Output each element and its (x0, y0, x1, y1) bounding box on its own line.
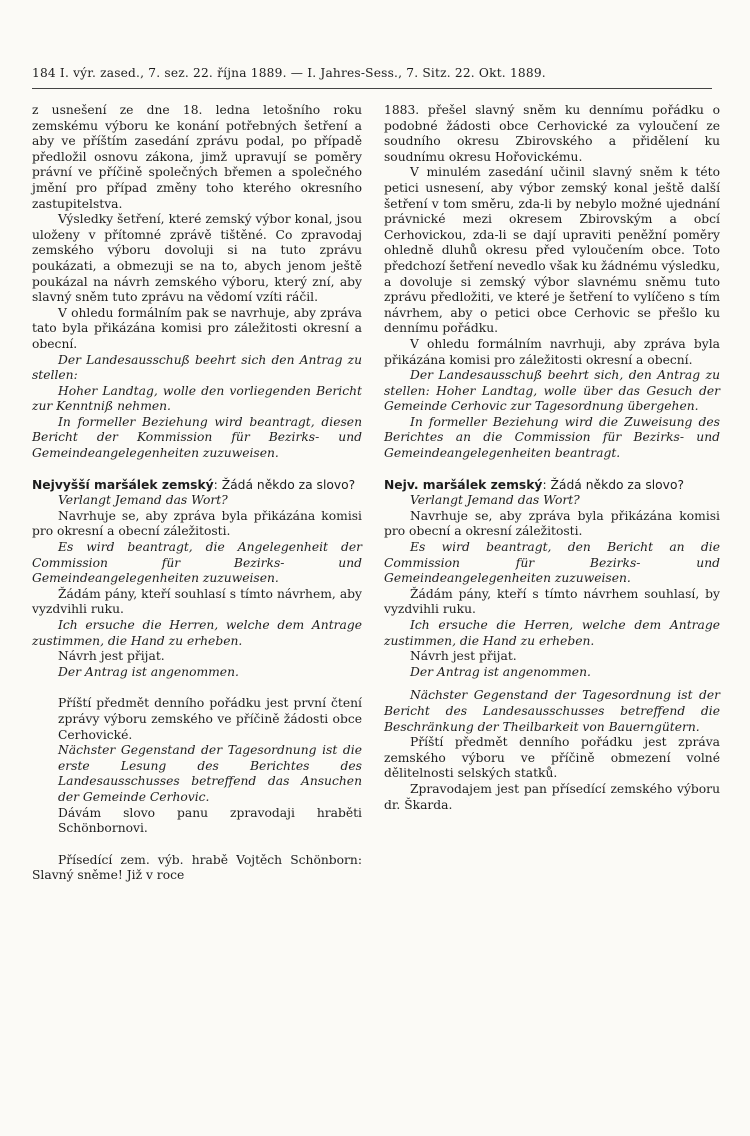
left-paragraph: Nächster Gegenstand der Tagesordnung ist die erste Lesung des Berichtes des Landesausschusses betreffend das Ansuchen der Gemeinde Cerhovic. (58, 743, 362, 804)
left-paragraph: Verlangt Jemand das Wort? (58, 493, 228, 508)
right-paragraph: Der Landesausschuß beehrt sich, den Antrag zu stellen: Hoher Landtag, wolle über das Gesuch der Gemeinde Cerhovic zur Tagesordnung übergehen. (384, 368, 720, 414)
right-paragraph: Nächster Gegenstand der Tagesordnung ist der Bericht des Landesausschusses betreffend die Beschränkung der Theilbarkeit von Bauerngütern. (384, 688, 720, 734)
left-paragraph: Es wird beantragt, die Angelegenheit der Commission für Bezirks- und Gemeindeangelegenheiten zuzuweisen. (32, 540, 362, 586)
right-paragraph: In formeller Beziehung wird die Zuweisung des Berichtes an die Commission für Bezirks- und Gemeindeangelegenheiten beantragt. (384, 414, 720, 461)
right-paragraph: V ohledu formálním navrhuji, aby zpráva byla přikázána komisi pro záležitosti okresní a obecní. (384, 336, 720, 367)
running-header: 184 I. výr. zased., 7. sez. 22. října 1889. — I. Jahres-Sess., 7. Sitz. 22. Okt. 1889. (32, 66, 546, 80)
right-paragraph (384, 478, 720, 494)
speaker-name: Nejvyšší maršálek zemský (32, 477, 214, 492)
left-paragraph: Výsledky šetření, které zemský výbor konal, jsou uloženy v přítomné zprávě tištěné. Co zpravodaj zemského výboru dovoluji si na tuto zprávu poukázati, a obmezuji se na to, abych jenom ještě poukázal na návrh zemského výboru, který zní, aby slavný sněm tuto zprávu na vědomí vzíti ráčil. (32, 212, 362, 305)
right-paragraph: Ich ersuche die Herren, welche dem Antrage zustimmen, die Hand zu erheben. (384, 618, 720, 648)
right-paragraph: Der Antrag ist angenommen. (410, 664, 591, 679)
left-paragraph: V ohledu formálním pak se navrhuje, aby zpráva tato byla přikázána komisi pro záležitosti okresní a obecní. (32, 305, 362, 351)
left-paragraph: z usnešení ze dne 18. ledna letošního roku zemskému výboru ke konání potřebných šetření a aby ve příštím zasedání zprávu podal, po případě předložil osnovu zákona, jimž upravují se poměry právní ve příčině společných břemen a společného jmění pro případ změny toho kterého okresního zastupitelstva. (32, 103, 362, 211)
right-column (384, 103, 720, 813)
left-paragraph: Der Antrag ist angenommen. (58, 664, 239, 679)
right-paragraph: Zpravodajem jest pan přísedící zemského výboru dr. Škarda. (384, 781, 720, 812)
left-paragraph: Navrhuje se, aby zpráva byla přikázána komisi pro okresní a obecní záležitosti. (32, 508, 362, 539)
left-paragraph: Hoher Landtag, wolle den vorliegenden Bericht zur Kenntniß nehmen. (32, 383, 362, 414)
right-paragraph: Navrhuje se, aby zpráva byla přikázána komisi pro obecní a okresní záležitosti. (384, 508, 720, 539)
left-paragraph: Žádám pány, kteří souhlasí s tímto návrhem, aby vyzdvihli ruku. (32, 586, 362, 617)
right-paragraph: 1883. přešel slavný sněm ku dennímu pořádku o podobné žádosti obce Cerhovické za vyloučení ze soudního okresu Zbirovského a přidělení ku soudnímu okresu Hořovickému. (384, 103, 720, 164)
left-paragraph: Der Landesausschuß beehrt sich den Antrag zu stellen: (32, 352, 362, 383)
left-paragraph: Přísedící zem. výb. hrabě Vojtěch Schönborn: Slavný sněme! Již v roce (32, 852, 362, 883)
header-rule (32, 88, 712, 89)
left-paragraph: Dávám slovo panu zpravodaji hraběti Schönbornovi. (58, 805, 362, 836)
left-paragraph: Příští předmět denního pořádku jest první čtení zprávy výboru zemského ve příčině žádosti obce Cerhovické. (58, 696, 362, 742)
left-paragraph: Ich ersuche die Herren, welche dem Antrage zustimmen, die Hand zu erheben. (32, 618, 362, 648)
speaker-name: Nejv. maršálek zemský (384, 477, 543, 492)
left-column (32, 103, 362, 884)
right-paragraph: Es wird beantragt, den Bericht an die Commission für Bezirks- und Gemeindeangelegenheiten zuzuweisen. (384, 540, 720, 586)
right-paragraph: Žádám pány, kteří s tímto návrhem souhlasí, by vyzdvihli ruku. (384, 586, 720, 617)
speaker-text: : Žádá někdo za slovo? (542, 477, 685, 492)
right-paragraph: V minulém zasedání učinil slavný sněm k této petici usnesení, aby výbor zemský konal ještě další šetření v tom směru, zda-li by nebylo možné ujednání právnické mezi okresem Zbirovským a obcí Cerhovickou, zda-li se dají upraviti peněžní poměry ohledně dluhů okresu před vyloučením obce. Toto předchozí šetření nevedlo však ku žádnému výsledku, a dovoluje si zemský výbor slavnému sněmu tuto zprávu předložiti, ve které je šetření to vylíčeno s tím návrhem, aby o petici obce Cerhovic se přešlo ku dennímu pořádku. (384, 165, 720, 336)
right-paragraph: Verlangt Jemand das Wort? (410, 493, 580, 508)
left-paragraph: Návrh jest přijat. (58, 649, 165, 664)
right-paragraph: Příští předmět denního pořádku jest zpráva zemského výboru ve příčině obmezení volné dělitelnosti selských statků. (384, 735, 720, 781)
right-paragraph: Návrh jest přijat. (410, 649, 517, 664)
left-paragraph: In formeller Beziehung wird beantragt, diesen Bericht der Kommission für Bezirks- und Gemeindeangelegenheiten zuzuweisen. (32, 414, 362, 461)
speaker-text: : Žádá někdo za slovo? (213, 477, 356, 492)
left-paragraph (32, 478, 362, 494)
